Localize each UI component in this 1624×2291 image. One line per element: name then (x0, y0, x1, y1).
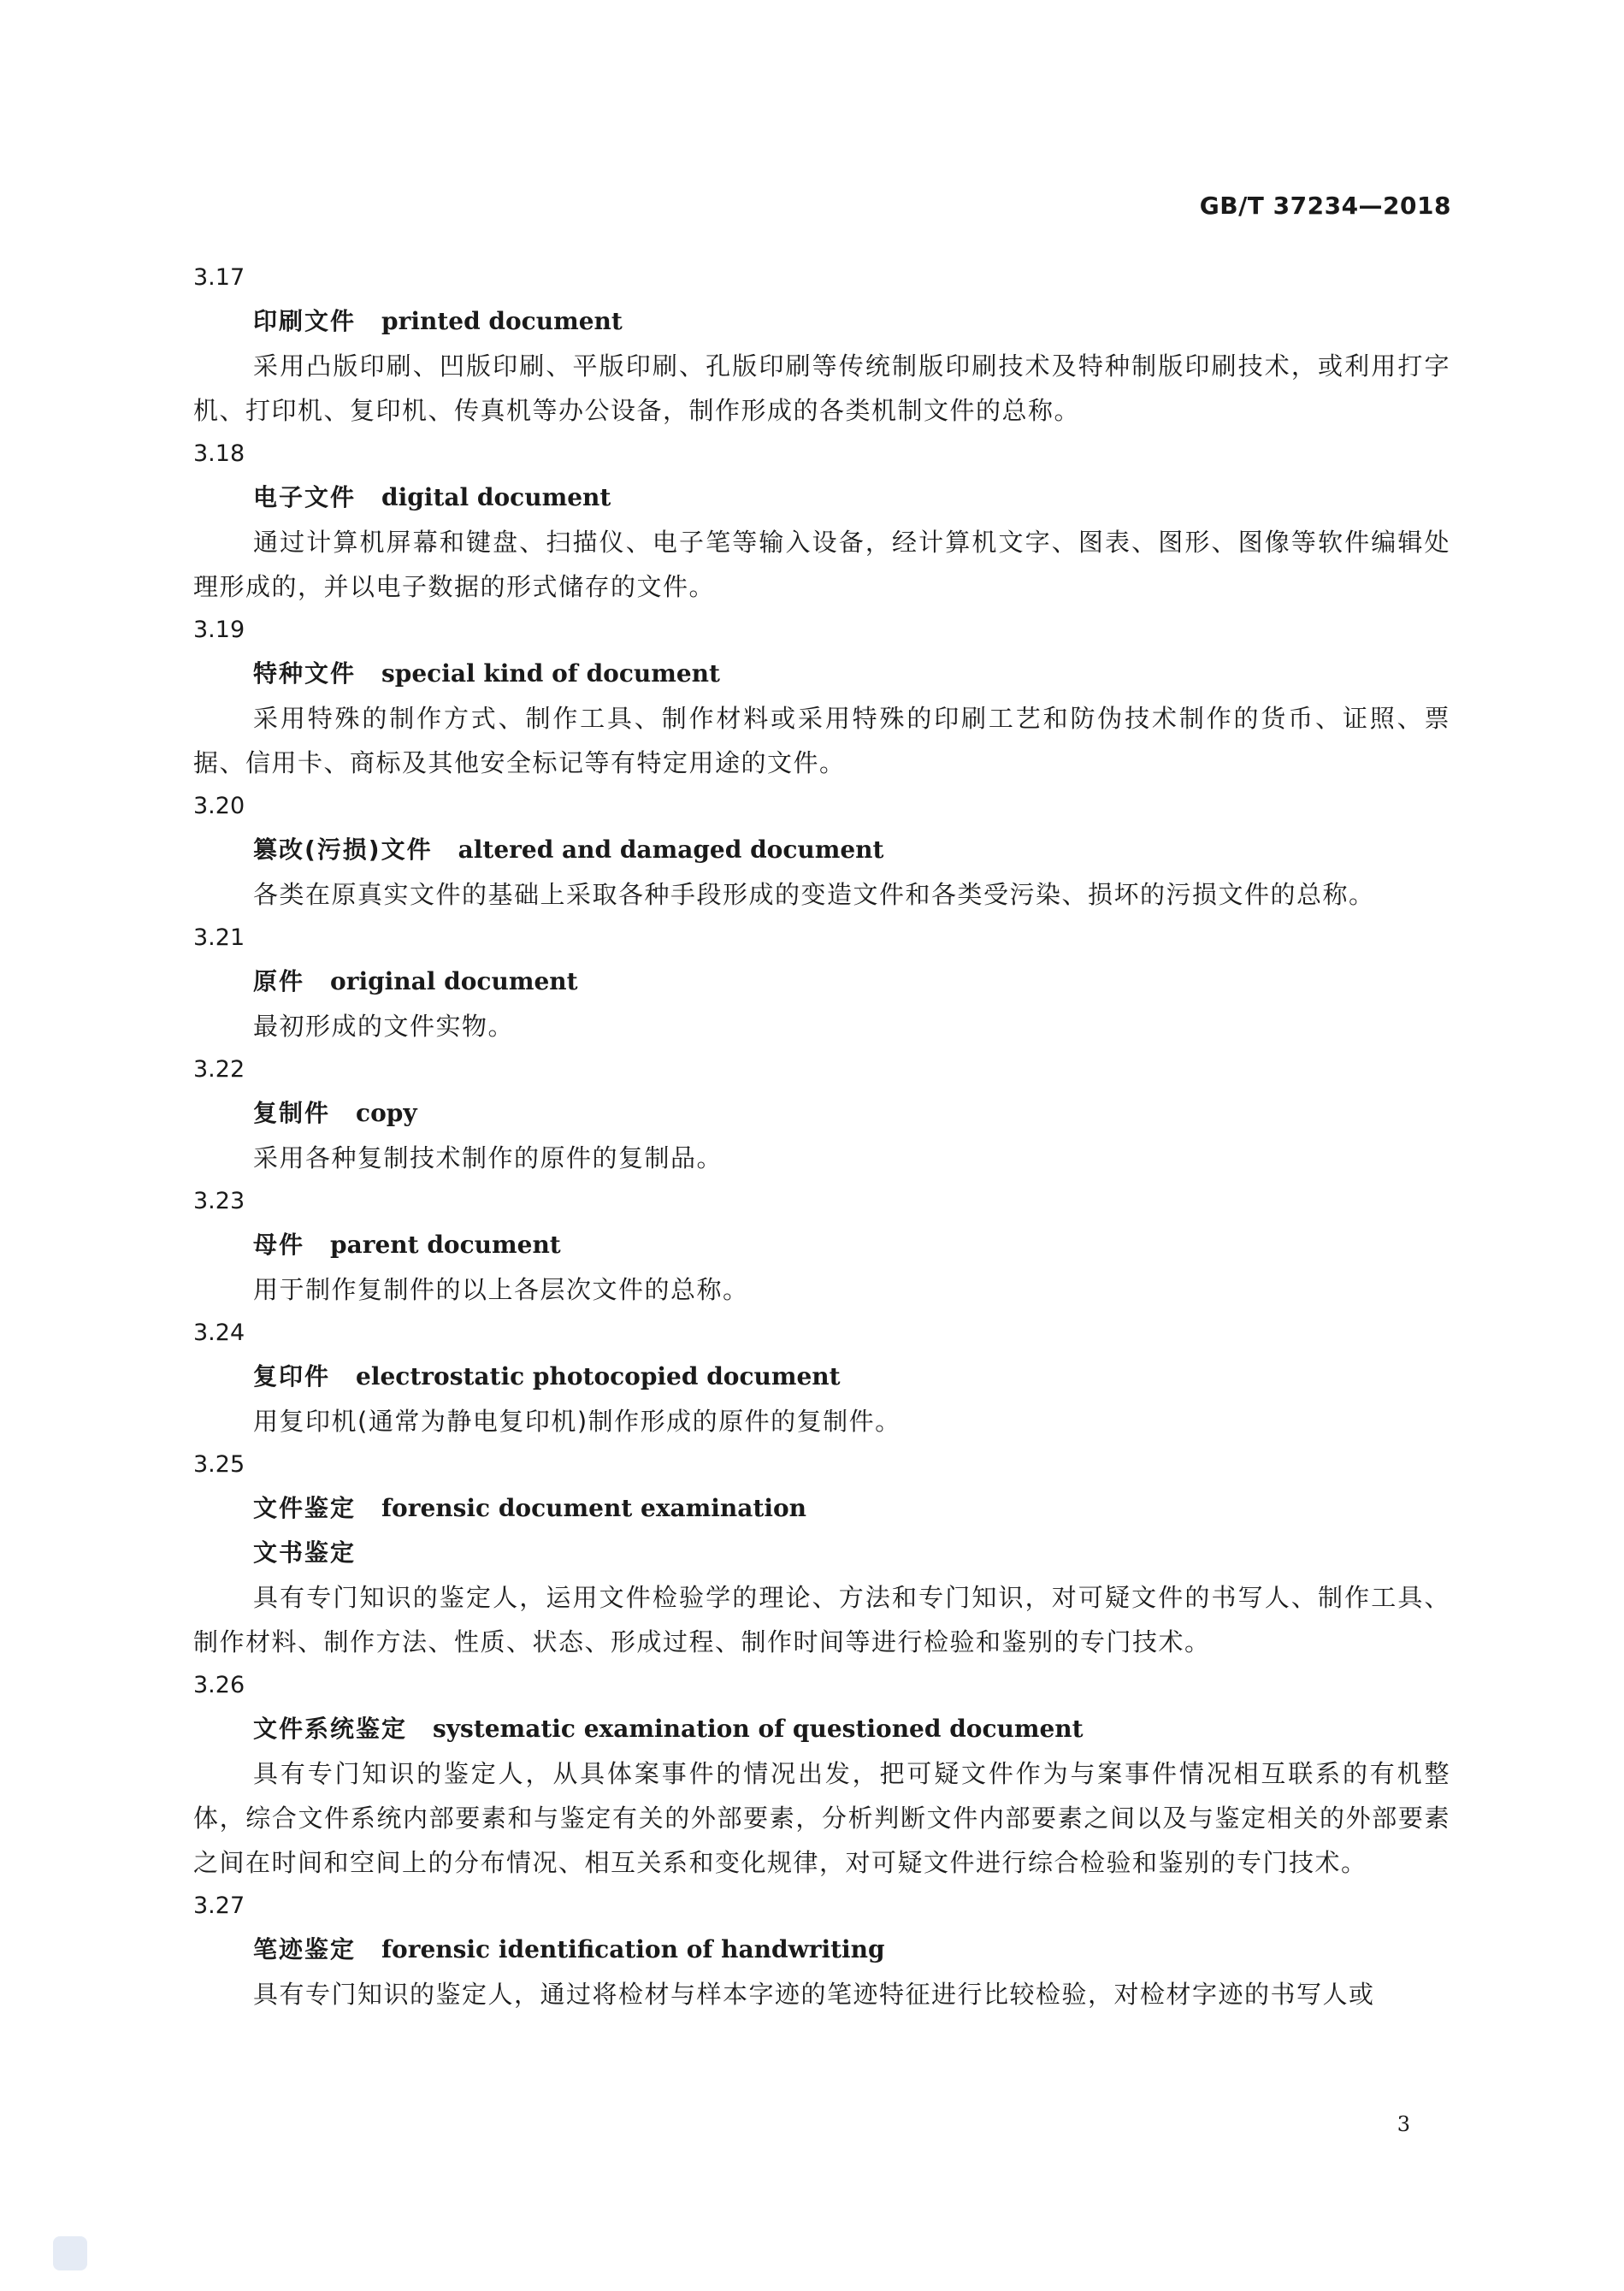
terms-list (193, 257, 1450, 2016)
term-entry (193, 1444, 1450, 1664)
clause-number: 3.24 (193, 1320, 245, 1346)
term-english: altered and damaged document (458, 836, 884, 864)
term-heading (193, 960, 1450, 1004)
term-definition: 通过计算机屏幕和键盘、扫描仪、电子笔等输入设备，经计算机文字、图表、图形、图像等软件编辑处理形成的，并以电子数据的形式储存的文件。 (193, 528, 1450, 601)
term-heading (193, 1223, 1450, 1267)
term-english: printed document (381, 307, 623, 335)
term-entry (193, 609, 1450, 785)
term-entry (193, 917, 1450, 1048)
standard-number-header: GB/T 37234—2018 (1199, 192, 1451, 220)
term-heading (193, 652, 1450, 696)
term-entry (193, 1664, 1450, 1885)
corner-watermark (53, 2236, 87, 2270)
clause-number: 3.25 (193, 1451, 245, 1478)
term-heading (193, 1355, 1450, 1399)
alternate-term-heading (193, 1531, 1450, 1575)
term-english: parent document (330, 1231, 561, 1259)
term-english: electrostatic photocopied document (356, 1362, 841, 1391)
term-heading (193, 299, 1450, 344)
clause-number: 3.23 (193, 1188, 245, 1214)
term-chinese: 原件 (253, 967, 305, 995)
page-number: 3 (1397, 2112, 1410, 2136)
alternate-term-chinese: 文书鉴定 (253, 1538, 357, 1567)
term-english: copy (356, 1099, 417, 1127)
term-heading (193, 828, 1450, 872)
term-chinese: 母件 (253, 1231, 305, 1259)
clause-number: 3.27 (193, 1892, 245, 1919)
term-chinese: 特种文件 (253, 659, 357, 688)
term-chinese: 文件系统鉴定 (253, 1715, 408, 1743)
clause-number: 3.18 (193, 440, 245, 467)
term-heading (193, 1707, 1450, 1751)
term-entry (193, 257, 1450, 433)
term-definition: 具有专门知识的鉴定人，从具体案事件的情况出发，把可疑文件作为与案事件情况相互联系的有机整体，综合文件系统内部要素和与鉴定有关的外部要素，分析判断文件内部要素之间以及与鉴定相关的外部要素之间在时间和空间上的分布情况、相互关系和变化规律，对可疑文件进行综合检验和鉴别的专门技术。 (193, 1759, 1450, 1877)
term-chinese: 篡改(污损)文件 (253, 836, 433, 864)
term-chinese: 复制件 (253, 1099, 331, 1127)
term-definition: 采用各种复制技术制作的原件的复制品。 (253, 1143, 723, 1172)
term-definition: 最初形成的文件实物。 (253, 1012, 515, 1041)
term-heading (193, 475, 1450, 520)
term-chinese: 印刷文件 (253, 307, 357, 335)
term-chinese: 复印件 (253, 1362, 331, 1391)
term-entry (193, 785, 1450, 917)
term-entry (193, 433, 1450, 609)
term-definition: 具有专门知识的鉴定人，运用文件检验学的理论、方法和专门知识，对可疑文件的书写人、制作工具、制作材料、制作方法、性质、状态、形成过程、制作时间等进行检验和鉴别的专门技术。 (193, 1583, 1450, 1656)
term-heading (193, 1486, 1450, 1531)
term-entry (193, 1048, 1450, 1180)
term-definition: 采用凸版印刷、凹版印刷、平版印刷、孔版印刷等传统制版印刷技术及特种制版印刷技术，或利用打字机、打印机、复印机、传真机等办公设备，制作形成的各类机制文件的总称。 (193, 351, 1450, 425)
term-definition: 采用特殊的制作方式、制作工具、制作材料或采用特殊的印刷工艺和防伪技术制作的货币、证照、票据、信用卡、商标及其他安全标记等有特定用途的文件。 (193, 704, 1450, 777)
term-chinese: 文件鉴定 (253, 1494, 357, 1522)
term-definition: 用复印机(通常为静电复印机)制作形成的原件的复制件。 (253, 1407, 901, 1436)
term-heading (193, 1091, 1450, 1136)
term-entry (193, 1885, 1450, 2016)
clause-number: 3.17 (193, 264, 245, 291)
term-definition: 各类在原真实文件的基础上采取各种手段形成的变造文件和各类受污染、损坏的污损文件的总称。 (253, 880, 1375, 909)
term-heading (193, 1928, 1450, 1972)
term-definition: 用于制作复制件的以上各层次文件的总称。 (253, 1275, 749, 1304)
term-english: forensic identification of handwriting (381, 1935, 885, 1963)
term-english: systematic examination of questioned document (433, 1715, 1084, 1743)
clause-number: 3.26 (193, 1672, 245, 1698)
clause-number: 3.22 (193, 1056, 245, 1083)
term-definition: 具有专门知识的鉴定人，通过将检材与样本字迹的笔迹特征进行比较检验，对检材字迹的书写人或 (253, 1980, 1375, 2009)
term-entry (193, 1312, 1450, 1444)
term-english: forensic document examination (381, 1494, 807, 1522)
term-english: digital document (381, 483, 611, 511)
term-english: original document (330, 967, 578, 995)
term-chinese: 笔迹鉴定 (253, 1935, 357, 1963)
term-english: special kind of document (381, 659, 720, 688)
clause-number: 3.19 (193, 617, 245, 643)
term-chinese: 电子文件 (253, 483, 357, 511)
clause-number: 3.20 (193, 793, 245, 819)
term-entry (193, 1180, 1450, 1312)
clause-number: 3.21 (193, 924, 245, 951)
